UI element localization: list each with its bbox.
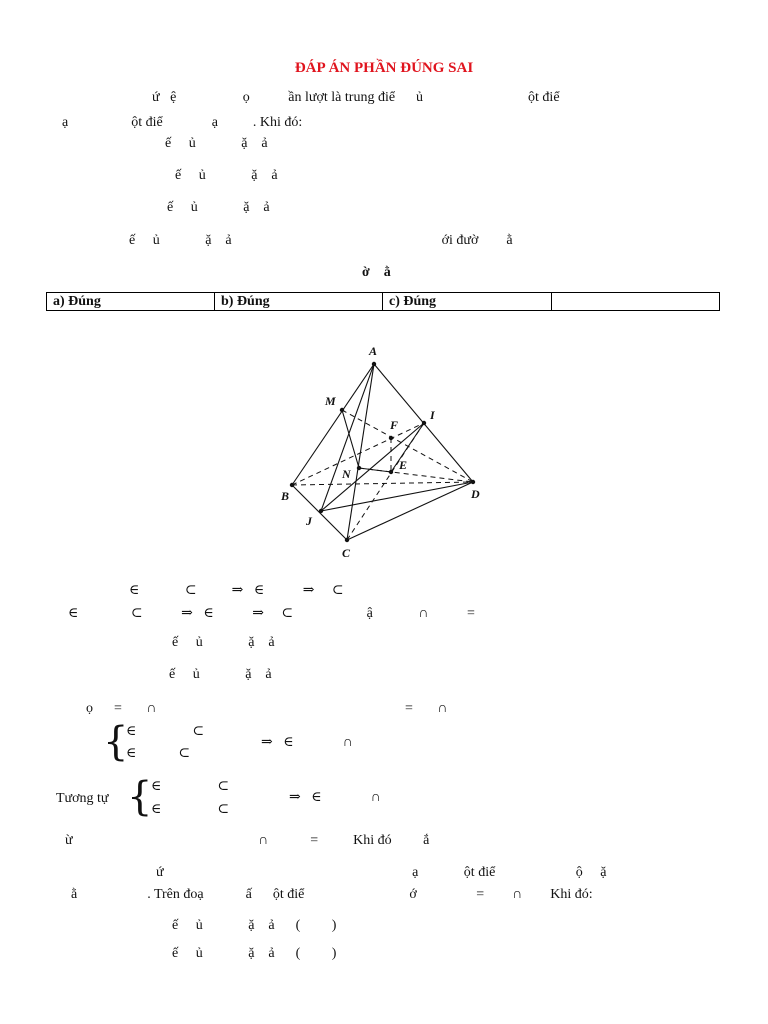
point-e	[389, 470, 393, 474]
system-2-row-2: ∈ ⊂	[151, 802, 230, 817]
answer-cell-b: b) Đúng	[215, 293, 383, 311]
label-d: D	[471, 487, 480, 501]
text-line-1: ứ ệ ọ ần lượt là trung điể ủ ột điể	[152, 90, 560, 105]
system-2-row-1: ∈ ⊂	[151, 779, 230, 794]
edge-ac	[347, 364, 374, 540]
line-bi-hidden	[292, 423, 424, 485]
system-1-row-2: ∈ ⊂	[126, 746, 191, 761]
solution-line-12: ế ủ ặ ả ( )	[172, 946, 337, 961]
point-b	[290, 483, 294, 487]
similarly-label: Tương tự	[56, 791, 109, 806]
text-line-3: ế ủ ặ ả	[165, 136, 268, 151]
line-jd	[321, 482, 473, 511]
answer-cell-c: c) Đúng	[383, 293, 552, 311]
point-d	[471, 480, 475, 484]
solution-line-4: ế ủ ặ ả	[169, 667, 272, 682]
label-j: J	[306, 514, 312, 528]
edge-ab	[292, 364, 374, 485]
solution-line-11: ế ủ ặ ả ( )	[172, 918, 337, 933]
text-line-2: ạ ột điể ạ . Khi đó:	[62, 115, 303, 130]
label-n: N	[342, 467, 351, 481]
point-i	[422, 421, 426, 425]
point-f	[389, 436, 393, 440]
label-i: I	[430, 408, 435, 422]
label-c: C	[342, 546, 351, 560]
system-brace-1: {	[103, 719, 129, 765]
solution-line-9: ứ ạ ột điể ộ ặ	[156, 865, 607, 880]
line-mn	[342, 410, 359, 468]
document-title: ĐÁP ÁN PHẦN ĐÚNG SAI	[294, 60, 474, 76]
solution-line-2: ∈ ⊂ ⇒ ∈ ⇒ ⊂ ậ ∩ =	[68, 606, 475, 621]
answer-heading: ờ ằ	[362, 265, 391, 280]
label-f: F	[390, 418, 399, 432]
answer-cell-a: a) Đúng	[47, 293, 215, 311]
point-j	[319, 509, 323, 513]
solution-line-3: ế ủ ặ ả	[172, 635, 275, 650]
solution-line-5: ọ = ∩ = ∩	[86, 701, 448, 716]
label-b: B	[281, 489, 290, 503]
tetrahedron-figure	[270, 338, 500, 568]
text-line-6: ế ủ ặ ả ới đườ ằ	[129, 233, 513, 248]
solution-line-1: ∈ ⊂ ⇒ ∈ ⇒ ⊂	[129, 583, 344, 598]
system-2-result: ⇒ ∈ ∩	[289, 790, 381, 805]
label-e: E	[399, 458, 408, 472]
point-m	[340, 408, 344, 412]
edge-bd-hidden	[292, 482, 473, 485]
label-m: M	[325, 394, 336, 408]
answer-cell-d	[552, 293, 720, 311]
solution-line-8: ừ ∩ = Khi đó ắ	[65, 833, 430, 848]
text-line-4: ế ủ ặ ả	[175, 168, 278, 183]
point-n	[357, 466, 361, 470]
edge-cd	[347, 482, 473, 540]
system-1-result: ⇒ ∈ ∩	[261, 735, 353, 750]
solution-line-10: ằ . Trên đoạ ấ ột điể ớ = ∩ Khi đó:	[71, 887, 593, 902]
point-c	[345, 538, 349, 542]
text-line-5: ế ủ ặ ả	[167, 200, 270, 215]
point-a	[372, 362, 376, 366]
answer-table	[46, 292, 720, 311]
system-brace-2: {	[127, 774, 153, 820]
label-a: A	[369, 344, 378, 358]
system-1-row-1: ∈ ⊂	[126, 724, 205, 739]
